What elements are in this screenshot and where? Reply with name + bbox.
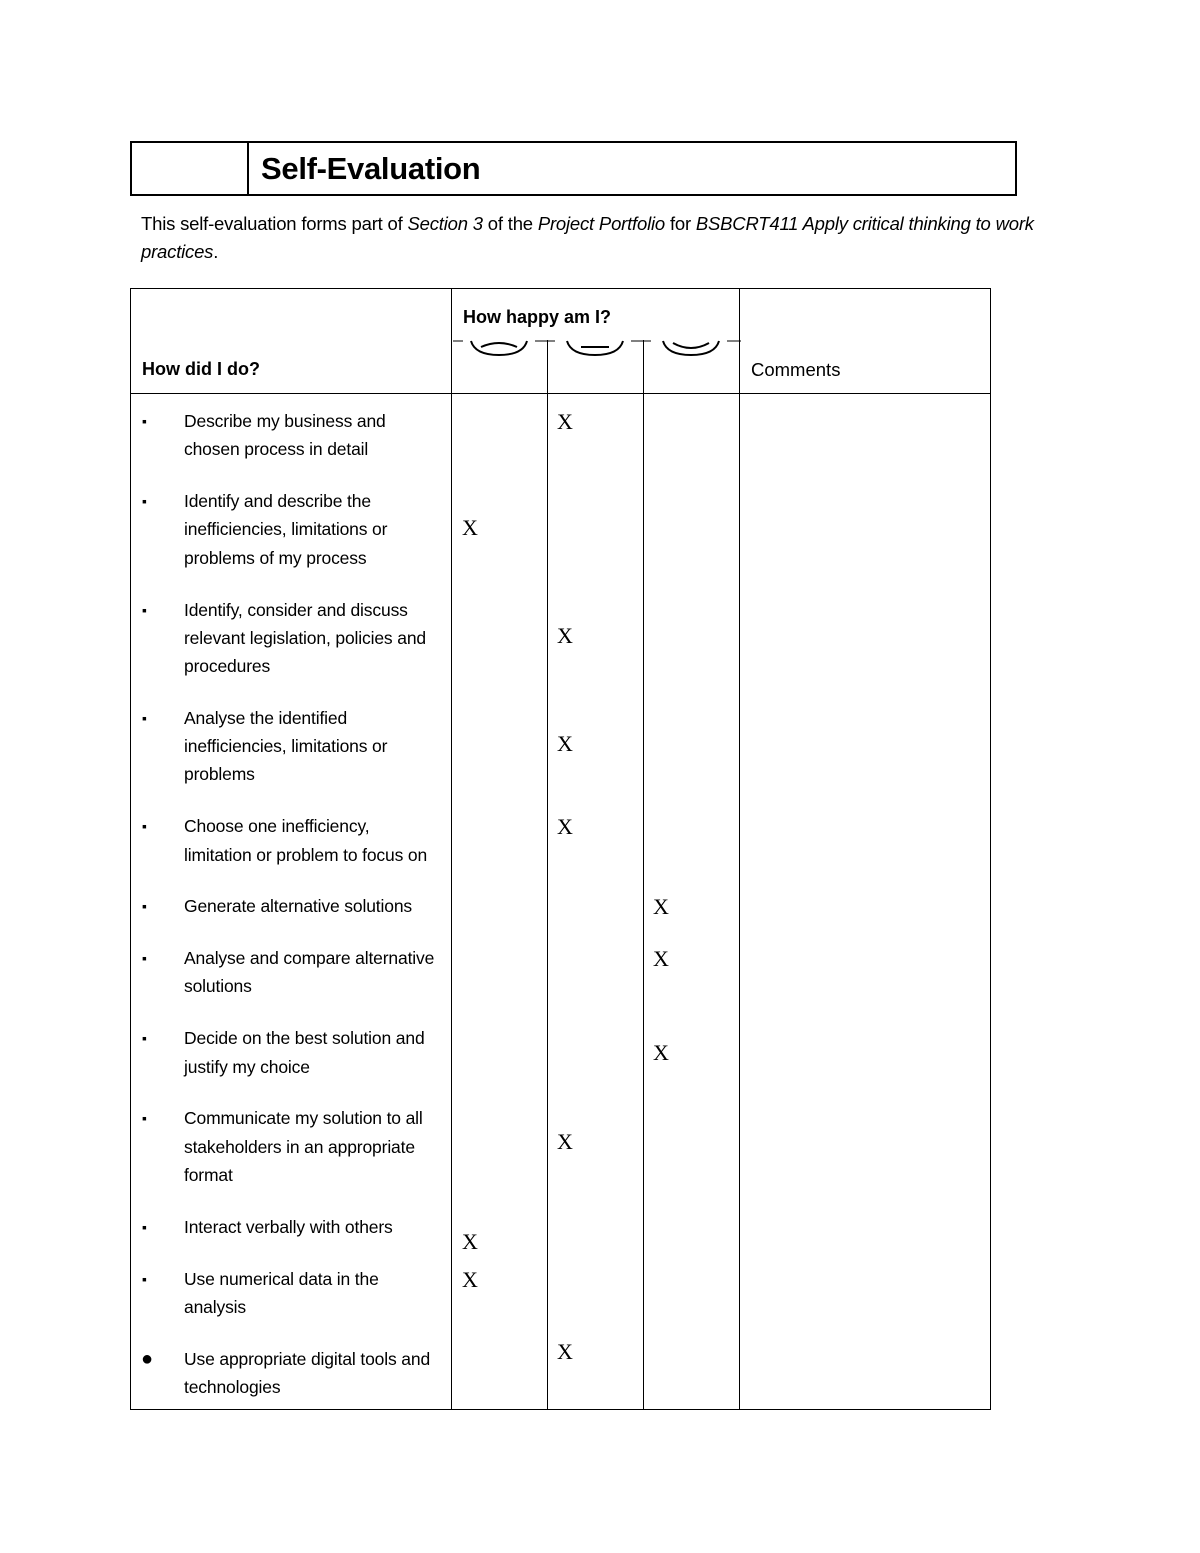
sad-face-icon xyxy=(471,341,527,355)
header-how-happy: How happy am I? xyxy=(463,307,612,327)
criterion-line: Use appropriate digital tools and xyxy=(184,1348,431,1369)
bullet-icon: ▪ xyxy=(142,1218,147,1235)
criterion-line: limitation or problem to focus on xyxy=(184,844,428,865)
bullet-icon: ● xyxy=(141,1347,154,1370)
criterion-line: problems xyxy=(184,764,255,785)
bullet-icon: ▪ xyxy=(142,493,147,510)
evaluation-table xyxy=(130,288,991,1410)
criterion-label xyxy=(184,1104,454,1189)
criterion-line: Analyse and compare alternative xyxy=(184,948,435,969)
rating-mark: X xyxy=(557,814,573,840)
criterion-label xyxy=(184,407,454,464)
criterion-label xyxy=(184,892,454,920)
criterion-line: Communicate my solution to all xyxy=(184,1108,423,1129)
bullet-icon: ▪ xyxy=(142,1270,147,1287)
criterion-line: Describe my business and xyxy=(184,411,386,431)
criterion-line: chosen process in detail xyxy=(184,439,369,460)
header-how-did: How did I do? xyxy=(142,359,260,379)
intro-text: . xyxy=(213,241,219,262)
title-box xyxy=(130,141,1017,196)
criterion-line: justify my choice xyxy=(184,1056,310,1077)
rating-mark: X xyxy=(462,514,478,540)
bullet-icon: ▪ xyxy=(142,818,147,835)
criterion-label xyxy=(184,1345,454,1402)
criterion-label xyxy=(184,1265,454,1322)
criterion-line: Analyse the identified xyxy=(184,707,348,728)
bullet-icon: ▪ xyxy=(142,1030,147,1047)
criterion-line: inefficiencies, limitations or xyxy=(184,519,388,540)
intro-paragraph xyxy=(141,210,1061,266)
happy-face-icon xyxy=(663,341,719,355)
criterion-label xyxy=(184,812,454,869)
intro-section: Section 3 xyxy=(407,213,483,234)
intro-unit: BSBCRT411 Apply critical thinking to work practices xyxy=(141,213,1034,262)
criterion-line: Identify, consider and discuss xyxy=(184,599,408,620)
intro-text: for xyxy=(665,213,696,234)
criterion-line: relevant legislation, policies and xyxy=(184,627,426,648)
rating-mark: X xyxy=(557,409,573,434)
header-comments: Comments xyxy=(751,359,841,380)
criterion-line: Choose one inefficiency, xyxy=(184,816,370,837)
criterion-label xyxy=(184,487,454,572)
intro-portfolio: Project Portfolio xyxy=(537,213,665,234)
page-title: Self-Evaluation xyxy=(261,150,481,186)
column-divider xyxy=(643,289,644,1409)
criterion-line: problems of my process xyxy=(184,547,367,568)
criterion-line: Decide on the best solution and xyxy=(184,1028,425,1049)
criterion-label xyxy=(184,944,454,1001)
rating-mark: X xyxy=(653,1040,669,1066)
criterion-label xyxy=(184,1213,454,1241)
criterion-line: Use numerical data in the xyxy=(184,1268,379,1289)
criterion-line: Generate alternative solutions xyxy=(184,896,412,917)
criterion-line: analysis xyxy=(184,1296,247,1317)
rating-mark: X xyxy=(557,1129,573,1155)
bullet-icon: ▪ xyxy=(142,898,147,915)
rating-mark: X xyxy=(557,622,573,648)
rating-mark: X xyxy=(462,1228,478,1254)
rating-mark: X xyxy=(653,946,669,972)
criterion-label xyxy=(184,596,454,681)
bullet-icon: ▪ xyxy=(142,1110,147,1127)
title-box-left-cell xyxy=(132,143,249,194)
intro-text: This self-evaluation forms part of xyxy=(141,213,408,234)
intro-text: of the xyxy=(482,213,538,234)
rating-mark: X xyxy=(557,731,573,757)
criterion-label xyxy=(184,1024,454,1081)
column-divider xyxy=(547,289,548,1409)
face-icons xyxy=(451,339,741,379)
criterion-line: Interact verbally with others xyxy=(184,1216,393,1237)
bullet-icon: ▪ xyxy=(142,950,147,967)
neutral-face-icon xyxy=(567,341,623,355)
criterion-line: procedures xyxy=(184,656,271,677)
column-divider xyxy=(739,289,740,1409)
rating-mark: X xyxy=(462,1266,478,1292)
rating-mark: X xyxy=(653,894,669,920)
bullet-icon: ▪ xyxy=(142,601,147,618)
criterion-line: Identify and describe the xyxy=(184,491,371,512)
criterion-line: format xyxy=(184,1164,233,1185)
bullet-icon: ▪ xyxy=(142,413,147,429)
criterion-label xyxy=(184,704,454,789)
criterion-line: stakeholders in an appropriate xyxy=(184,1136,415,1157)
rating-mark: X xyxy=(557,1338,573,1364)
criterion-line: technologies xyxy=(184,1376,281,1397)
bullet-icon: ▪ xyxy=(142,709,147,726)
criterion-line: inefficiencies, limitations or xyxy=(184,736,388,757)
header-divider xyxy=(131,393,990,394)
criterion-line: solutions xyxy=(184,976,252,997)
